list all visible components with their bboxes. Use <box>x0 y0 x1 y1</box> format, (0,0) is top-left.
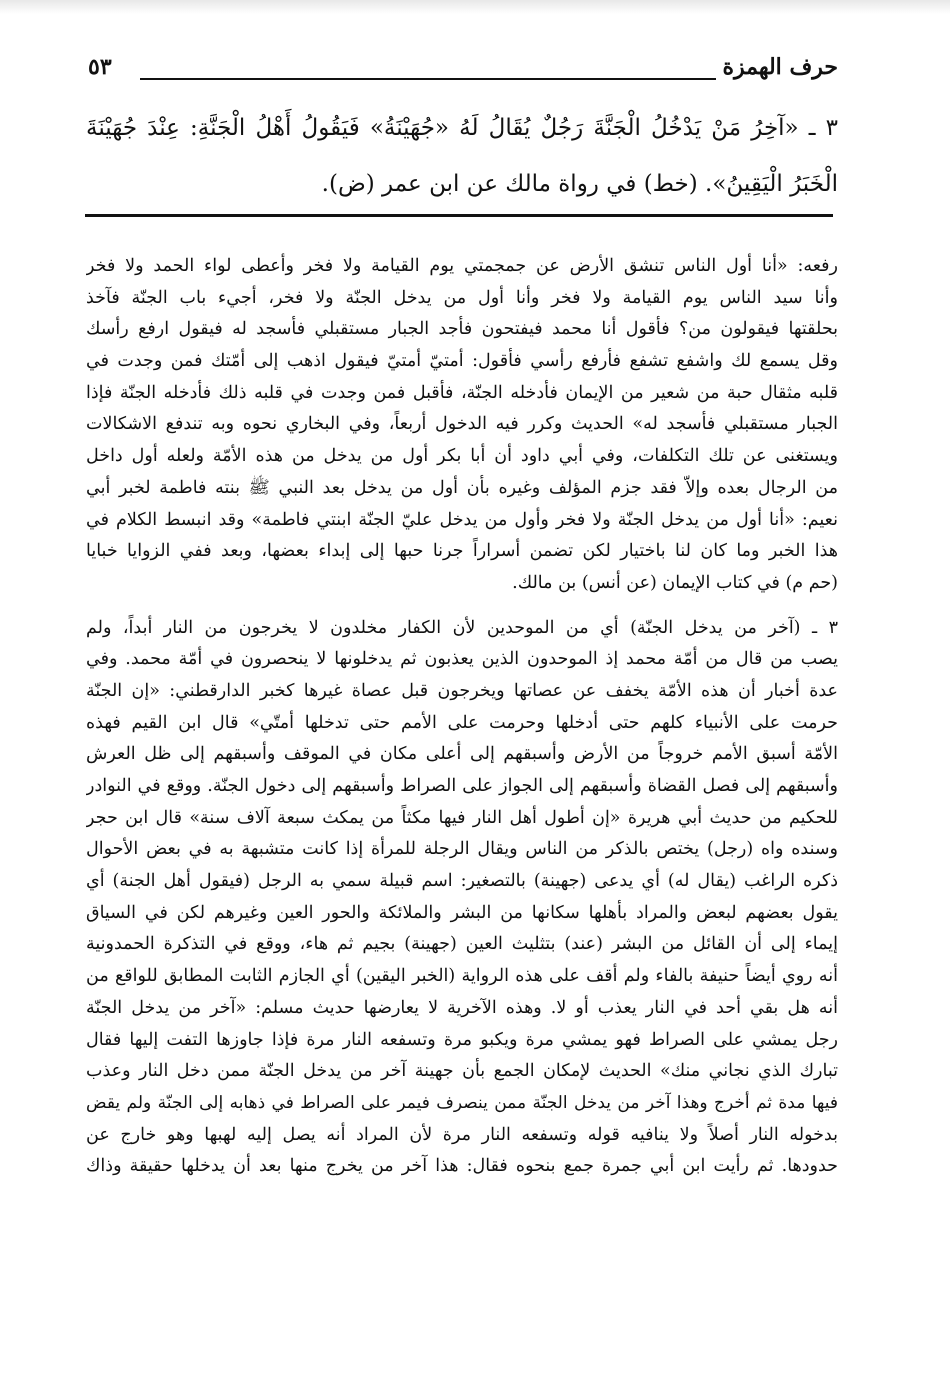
commentary-line: إيماء إلى أن القائل من البشر (عند) بتثليث العين (جهينة) بجيم ثم هاء، ووقع في التذكرة الحمدونية <box>86 934 838 955</box>
commentary-line: أنه هل بقي أحد في النار يعذب أو لا. وهذه الآخرية لا يعارضها حديث مسلم: «آخر من يدخل الجنّة <box>86 997 838 1018</box>
commentary-paragraph <box>86 251 838 600</box>
commentary-line: رجل يمشي على الصراط فهو يمشي مرة ويكبو مرة وتسفعه النار مرة فإذا جاوزها التفت إليها فقال <box>86 1029 838 1050</box>
commentary-line: وقل يسمع لك واشفع تشفع فأرفع رأسي فأقول: أمتيّ أمتيّ فيقول اذهب إلى أمّتك فمن وجدت في <box>86 351 838 372</box>
commentary-line: حرمت على الأنبياء كلهم حتى أدخلها وحرمت على الأمم حتى تدخلها أمتّي» قال ابن القيم فهذه <box>86 712 838 733</box>
hadith-text <box>86 100 838 212</box>
commentary-line: ويستغنى عن تلك التكلفات، وفي أبي داود أن أبا بكر أول من يدخل من هذه الأمّة ولعله أول داخل <box>86 446 838 467</box>
commentary-line: من الرجال بعده وإلاّ فقد جزم المؤلف وغيره بأن أول من يدخل بعد النبي ﷺ بنته فاطمة لخبر أبي <box>86 477 838 498</box>
commentary-paragraph <box>86 613 838 1183</box>
commentary-line: بحلقتها فيقولون من؟ فأقول أنا محمد فيفتحون فأجد الجبار مستقبلي فأسجد له فيقول ارفع رأسك <box>86 319 838 340</box>
hadith-line: ٣ ـ «آخِرُ مَنْ يَدْخُلُ الْجَنَّةَ رَجُلٌ يُقَالُ لَهُ «جُهَيْنَةُ» فَيَقُولُ أَهْلُ الْجَنَّةِ: عِنْدَ جُهَيْنَةَ <box>86 115 838 141</box>
commentary-line: الجبار مستقبلي فأسجد له» الحديث وكرر فيه الدخول أربعاً، وفي البخاري نحوه وبه تندفع الاشكالات <box>86 414 838 435</box>
hadith-line: الْخَبَرُ الْيَقِينُ». (خط) في رواة مالك عن ابن عمر (ض). <box>321 171 838 197</box>
commentary-line: بدخوله النار أصلاً ولا ينافيه قوله وتسفعه النار مرة لأن المراد أنه يصل إليه لهبها وهو خارج عن <box>86 1124 838 1145</box>
commentary-line: الأمّة أسبق الأمم خروجاً من الأرض وأسبقهم إلى أعلى مكان في الموقف وأسبقهم إلى ظل العرش <box>86 744 838 765</box>
chapter-title: حرف الهمزة <box>722 54 838 80</box>
commentary <box>86 251 838 1183</box>
commentary-line: يصب من قال من أمّة محمد إذ الموحدون الذين يعذبون ثم يدخلونها لا ينحصرون في أمّة محمد. وفي <box>86 649 838 670</box>
scan-edge <box>0 0 950 14</box>
commentary-line: هذا الخبر وما كان لنا باختيار لكن تضمن أسراراً جرنا حبها إلى إبداء بعضها، وبعد ففي الزوايا خبايا <box>86 541 838 562</box>
commentary-line: وأنا سيد الناس يوم القيامة ولا فخر وأنا أول من يدخل الجنّة ولا فخر، أجيء باب الجنّة فآخذ <box>86 287 838 308</box>
commentary-line: أنه روي أيضاً حنيفة بالفاء ولم أقف على هذه الرواية (الخبر اليقين) أي الجازم الثابت المطابق للواقع من <box>86 966 838 987</box>
page-number: ٥٣ <box>88 54 112 80</box>
commentary-line: قلبه مثقال حبة من شعير من الإيمان فأدخله الجنّة، فأقبل فمن وجدت في قلبه ذلك فأدخله الجنّة فإذا <box>86 382 838 403</box>
commentary-line: ذكره الراغب (يقال له) أي يدعى (جهينة) بالتصغير: اسم قبيلة سمي به الرجل (فيقول أهل الجنة) أي <box>86 871 838 892</box>
commentary-line: (حم م) في كتاب الإيمان (عن أنس) بن مالك. <box>512 572 838 593</box>
commentary-line: عدة أخبار أن هذه الأمّة يخفف عن عصاتها ويخرجون قبل عصاة غيرها كخبر الدارقطني: «إن الجنّة <box>86 680 838 701</box>
commentary-line: فيها مدة ثم أخرج وهذا آخر من يدخل الجنّة ممن ينصرف فيمر على الصراط في ذهابه إلى الجنّة ولم يقض <box>86 1092 838 1113</box>
commentary-line: رفعه: «أنا أول الناس تنشق الأرض عن جمجمتي يوم القيامة ولا فخر وأعطى لواء الحمد ولا فخر <box>86 256 838 276</box>
commentary-line: وأسبقهم إلى فصل القضاة وأسبقهم إلى الجواز على الصراط وأسبقهم إلى دخول الجنّة. ووقع في النوادر <box>86 776 838 796</box>
commentary-line: نعيم: «أنا أول من يدخل الجنّة ولا فخر وأول من يدخل عليّ الجنّة ابنتي فاطمة» وقد انبسط الكلام في <box>86 509 838 530</box>
commentary-line: حدودها. ثم رأيت ابن أبي جمرة جمع بنحوه فقال: هذا آخر من يخرج منها بعد أن يدخلها حقيقة وذاك <box>86 1156 838 1177</box>
commentary-line: للحكيم من حديث أبي هريرة «إن أطول أهل النار فيها مكثاً من يمكث سبعة آلاف سنة» قال ابن حجر <box>86 807 838 828</box>
running-header <box>88 54 838 88</box>
commentary-line: ٣ ـ (آخر من يدخل الجنّة) أي من الموحدين لأن الكفار مخلدون لا يخرجون من النار أبداً، ولم <box>86 617 838 638</box>
commentary-line: تبارك الذي نجاني منك» الحديث لإمكان الجمع بأن جهينة آخر من يدخل الجنّة ممن دخل النار وعذب <box>86 1061 838 1082</box>
commentary-line: وسنده واه (رجل) يختص بالذكر من الناس ويقال الرجلة للمرأة إذا كانت متشبهة به في بعض الأحوال <box>86 839 838 860</box>
header-rule <box>140 78 716 80</box>
commentary-line: يقول بعضهم لبعض والمراد بأهلها سكانها من البشر والملائكة والحور العين وغيرهم لكن في السياق <box>86 902 838 923</box>
section-divider <box>85 214 833 217</box>
